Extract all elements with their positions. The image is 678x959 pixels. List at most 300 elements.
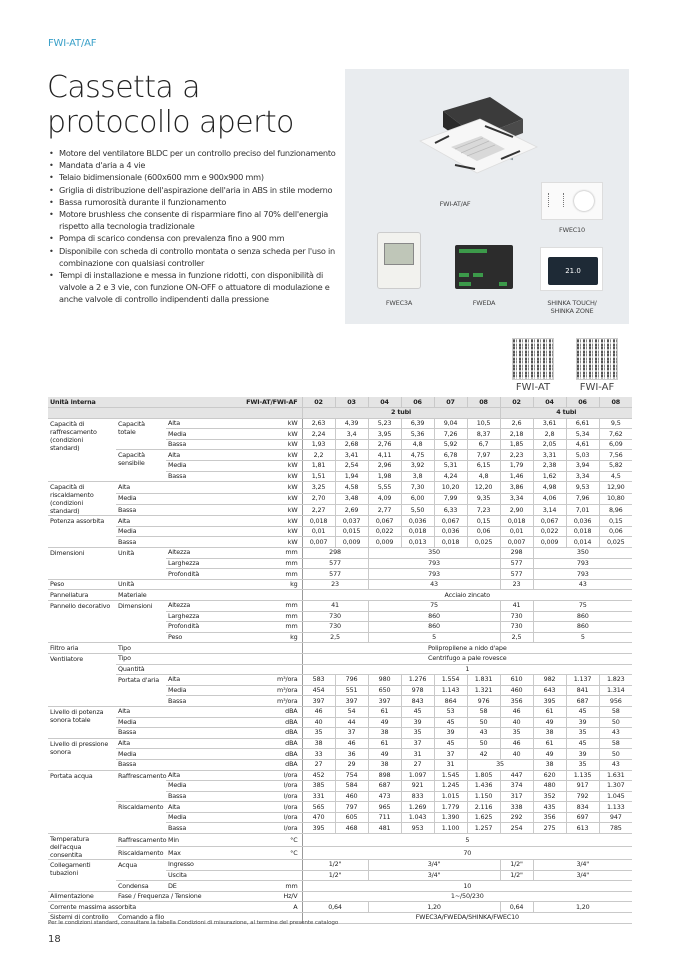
unit-cell: dBA — [272, 728, 302, 739]
level-label: Alta — [116, 706, 272, 717]
row-label-cooling: Capacità di raffrescamento (condizioni standard) — [48, 418, 116, 482]
value-cell: 1.276 — [401, 675, 434, 686]
feature-list — [48, 147, 348, 306]
value-cell: 583 — [302, 675, 335, 686]
value-cell: 898 — [368, 770, 401, 781]
value-cell: 0,64 — [302, 902, 368, 913]
value-cell: 3,31 — [533, 450, 566, 461]
value-cell: 0,009 — [335, 537, 368, 548]
value-cell: 711 — [368, 812, 401, 823]
value-cell: 2,6 — [500, 418, 533, 429]
value-cell: 1.097 — [401, 770, 434, 781]
table-row — [48, 706, 632, 717]
value-cell: 40 — [500, 717, 533, 728]
value-cell: 397 — [368, 696, 401, 707]
unit-cell: kW — [272, 526, 302, 537]
value-cell: 61 — [368, 706, 401, 717]
value-cell: 31 — [434, 759, 467, 770]
value-cell: 356 — [500, 696, 533, 707]
value-cell: 1,51 — [302, 471, 335, 482]
unit-cell: kW — [272, 450, 302, 461]
value-cell: 3,8 — [401, 471, 434, 482]
value-cell: 0,06 — [599, 526, 632, 537]
value-cell: 1.137 — [566, 675, 599, 686]
unit-cell: kW — [272, 471, 302, 482]
value-cell: 70 — [302, 847, 632, 860]
value-cell: 4,39 — [335, 418, 368, 429]
value-cell: 577 — [500, 569, 533, 580]
value-cell: 1.143 — [434, 685, 467, 696]
value-cell: 976 — [467, 696, 500, 707]
row-label-filter: Filtro aria — [48, 643, 116, 654]
value-cell: 3,34 — [500, 493, 533, 504]
value-cell: 61 — [368, 738, 401, 749]
table-row — [48, 749, 632, 760]
value-cell: 27 — [401, 759, 434, 770]
sub-label: Unità — [116, 579, 272, 590]
level-label: Bassa — [116, 537, 272, 548]
qr-label-fwi-at: FWI-AT — [515, 382, 551, 393]
value-cell: 843 — [401, 696, 434, 707]
feature-item: • Motore del ventilatore BLDC per un controllo preciso del funzionamento — [48, 147, 348, 159]
row-label-water-temp: Temperatura dell'acqua consentita — [48, 834, 116, 860]
level-label: Media — [166, 429, 272, 440]
model-header: 07 — [434, 397, 467, 408]
value-cell: 49 — [368, 749, 401, 760]
level-label: Bassa — [116, 759, 272, 770]
feature-item: • Mandata d'aria a 4 vie — [48, 159, 348, 171]
value-cell: 58 — [599, 706, 632, 717]
value-cell: 577 — [302, 558, 368, 569]
table-row — [48, 493, 632, 504]
table-row — [48, 516, 632, 527]
unit-cell — [272, 653, 302, 664]
unit-cell: l/ora — [272, 823, 302, 834]
sub-label: Capacità totale — [116, 418, 166, 450]
value-cell: 730 — [500, 611, 533, 622]
value-cell: 395 — [302, 823, 335, 834]
header-blank — [48, 408, 302, 419]
level-label: Profondità — [166, 622, 272, 633]
value-cell: 36 — [335, 749, 368, 760]
value-cell: 452 — [302, 770, 335, 781]
value-cell: 2,77 — [368, 504, 401, 515]
value-cell: 1,81 — [302, 461, 335, 472]
value-cell: 730 — [302, 611, 368, 622]
value-cell: 481 — [368, 823, 401, 834]
value-cell: 4,8 — [401, 439, 434, 450]
value-cell: 1.321 — [467, 685, 500, 696]
value-cell: 0,013 — [401, 537, 434, 548]
level-label: DE — [166, 881, 272, 892]
value-cell: 37 — [335, 728, 368, 739]
level-label: Bassa — [166, 696, 272, 707]
level-label: Alta — [116, 516, 272, 527]
value-cell: 792 — [566, 791, 599, 802]
level-label: Media — [116, 749, 272, 760]
value-cell: 643 — [533, 685, 566, 696]
table-row — [48, 590, 632, 601]
value-cell: 45 — [401, 706, 434, 717]
value-cell: 565 — [302, 802, 335, 813]
value-cell: 584 — [335, 781, 368, 792]
value-cell: 2,23 — [500, 450, 533, 461]
table-row — [48, 643, 632, 654]
value-cell: 10,5 — [467, 418, 500, 429]
unit-cell: °C — [272, 847, 302, 860]
value-cell: 833 — [401, 791, 434, 802]
specifications-table — [48, 397, 632, 924]
unit-cell: kW — [272, 516, 302, 527]
value-cell: 2,27 — [302, 504, 335, 515]
value-cell: FWEC3A/FWEDA/SHINKA/FWEC10 — [302, 913, 632, 924]
value-cell: 39 — [566, 749, 599, 760]
value-cell: 0,037 — [335, 516, 368, 527]
unit-cell: mm — [272, 548, 302, 559]
value-cell: 796 — [335, 675, 368, 686]
value-cell: 2,8 — [533, 429, 566, 440]
value-cell: 43 — [599, 728, 632, 739]
value-cell: 29 — [335, 759, 368, 770]
value-cell: 577 — [302, 569, 368, 580]
product-photo-panel — [345, 69, 629, 324]
value-cell: 298 — [302, 548, 368, 559]
value-cell: 1.133 — [599, 802, 632, 813]
value-cell: 1,20 — [368, 902, 500, 913]
value-cell: 31 — [401, 749, 434, 760]
value-cell: 50 — [467, 717, 500, 728]
value-cell: 5,31 — [434, 461, 467, 472]
photo-label-shinka: SHINKA TOUCH/ SHINKA ZONE — [547, 299, 597, 315]
unit-cell — [272, 664, 302, 675]
value-cell: 470 — [302, 812, 335, 823]
row-label-decorative-panel: Pannello decorativo — [48, 601, 116, 643]
value-cell: 0,01 — [302, 526, 335, 537]
unit-cell: dBA — [272, 759, 302, 770]
value-cell: 40 — [302, 717, 335, 728]
value-cell: 1 — [302, 664, 632, 675]
value-cell: 43 — [368, 579, 500, 590]
value-cell: 1.045 — [599, 791, 632, 802]
unit-cell: l/ora — [272, 770, 302, 781]
unit-cell: kW — [272, 461, 302, 472]
value-cell: 0,036 — [401, 516, 434, 527]
level-label: Media — [116, 493, 272, 504]
unit-cell — [272, 643, 302, 654]
value-cell: 35 — [500, 728, 533, 739]
photo-label-fwec3a: FWEC3A — [385, 299, 413, 307]
model-header: 04 — [533, 397, 566, 408]
row-label-sound-power: Livello di potenza sonora totale — [48, 706, 116, 738]
value-cell: 468 — [335, 823, 368, 834]
row-label-weight: Peso — [48, 579, 116, 590]
value-cell: 23 — [500, 579, 533, 590]
value-cell: 338 — [500, 802, 533, 813]
sub-label: Riscaldamento — [116, 802, 166, 834]
level-label: Larghezza — [166, 558, 272, 569]
value-cell: 6,33 — [434, 504, 467, 515]
value-cell: 4,09 — [368, 493, 401, 504]
value-cell: 460 — [335, 791, 368, 802]
table-row — [48, 847, 632, 860]
value-cell: 350 — [368, 548, 500, 559]
value-cell: 1.436 — [467, 781, 500, 792]
level-label: Profondità — [166, 569, 272, 580]
level-label: Alta — [116, 738, 272, 749]
value-cell: 42 — [467, 749, 500, 760]
value-cell: 797 — [335, 802, 368, 813]
value-cell: 50 — [467, 738, 500, 749]
value-cell: 33 — [302, 749, 335, 760]
value-cell: 3,61 — [533, 418, 566, 429]
value-cell: 1,46 — [500, 471, 533, 482]
value-cell: 0,025 — [599, 537, 632, 548]
value-cell: 1/2" — [500, 860, 533, 871]
value-cell: 3/4" — [533, 870, 632, 881]
value-cell: 356 — [533, 812, 566, 823]
value-cell: 6,7 — [467, 439, 500, 450]
model-header: 08 — [599, 397, 632, 408]
value-cell: 9,5 — [599, 418, 632, 429]
value-cell: 298 — [500, 548, 533, 559]
value-cell: 44 — [335, 717, 368, 728]
value-cell: 917 — [566, 781, 599, 792]
feature-item: • Pompa di scarico condensa con prevalenza fino a 900 mm — [48, 232, 348, 244]
value-cell: 5,55 — [368, 482, 401, 493]
title-line-2: protocollo aperto — [47, 105, 294, 140]
row-label-sound-pressure: Livello di pressione sonora — [48, 738, 116, 770]
unit-cell: A — [272, 902, 302, 913]
unit-cell: l/ora — [272, 802, 302, 813]
unit-cell — [272, 870, 302, 881]
value-cell: 793 — [368, 558, 500, 569]
value-cell: 3/4" — [533, 860, 632, 871]
table-row — [48, 860, 632, 871]
value-cell: 864 — [434, 696, 467, 707]
value-cell: 43 — [599, 759, 632, 770]
sub-label: Acqua — [116, 860, 166, 881]
value-cell: 4,06 — [533, 493, 566, 504]
value-cell: 2,24 — [302, 429, 335, 440]
value-cell: 3,95 — [368, 429, 401, 440]
unit-cell: kg — [272, 579, 302, 590]
value-cell: 4,5 — [599, 471, 632, 482]
table-row — [48, 408, 632, 419]
level-label: Media — [166, 812, 272, 823]
value-cell: 978 — [401, 685, 434, 696]
value-cell: 7,23 — [467, 504, 500, 515]
value-cell: 605 — [335, 812, 368, 823]
table-row — [48, 537, 632, 548]
row-label-power-supply: Alimentazione — [48, 891, 116, 902]
value-cell: 75 — [368, 601, 500, 612]
level-label: Alta — [166, 450, 272, 461]
value-cell: 7,97 — [467, 450, 500, 461]
unit-cell: m³/ora — [272, 685, 302, 696]
fweda-image — [455, 245, 513, 289]
unit-cell: l/ora — [272, 781, 302, 792]
value-cell: 6,39 — [401, 418, 434, 429]
table-row — [48, 579, 632, 590]
group-2-tubi: 2 tubi — [302, 408, 500, 419]
value-cell: 730 — [500, 622, 533, 633]
table-row — [48, 397, 632, 408]
value-cell: 292 — [500, 812, 533, 823]
value-cell: 473 — [368, 791, 401, 802]
value-cell: 0,15 — [599, 516, 632, 527]
level-label: Larghezza — [166, 611, 272, 622]
table-row — [48, 664, 632, 675]
table-row — [48, 675, 632, 686]
value-cell: 37 — [401, 738, 434, 749]
sub-label: Fase / Frequenza / Tensione — [116, 891, 272, 902]
value-cell: 331 — [302, 791, 335, 802]
value-cell: 61 — [533, 706, 566, 717]
value-cell: 58 — [467, 706, 500, 717]
row-label-water-flow: Portata acqua — [48, 770, 116, 834]
shinka-image — [540, 247, 603, 291]
table-row — [48, 653, 632, 664]
value-cell: 793 — [368, 569, 500, 580]
value-cell: 38 — [368, 728, 401, 739]
value-cell: 1.554 — [434, 675, 467, 686]
value-cell: 41 — [302, 601, 368, 612]
value-cell: 9,53 — [566, 482, 599, 493]
value-cell: 0,007 — [500, 537, 533, 548]
row-label-panel: Pannellatura — [48, 590, 116, 601]
value-cell: 4,24 — [434, 471, 467, 482]
value-cell: 27 — [302, 759, 335, 770]
unit-cell: kW — [272, 537, 302, 548]
qr-code-fwi-af[interactable] — [576, 338, 618, 380]
value-cell: 0,018 — [401, 526, 434, 537]
value-cell: 6,78 — [434, 450, 467, 461]
sub-label: Capacità sensibile — [116, 450, 166, 482]
model-header: 02 — [500, 397, 533, 408]
value-cell: 2,90 — [500, 504, 533, 515]
value-cell: 275 — [533, 823, 566, 834]
value-cell: 10,80 — [599, 493, 632, 504]
model-header: 06 — [566, 397, 599, 408]
value-cell: 860 — [368, 622, 500, 633]
value-cell: 397 — [302, 696, 335, 707]
value-cell: 447 — [500, 770, 533, 781]
value-cell: 0,009 — [533, 537, 566, 548]
value-cell: 3,34 — [566, 471, 599, 482]
value-cell: 435 — [533, 802, 566, 813]
value-cell: 0,022 — [533, 526, 566, 537]
table-row — [48, 717, 632, 728]
value-cell: 397 — [335, 696, 368, 707]
value-cell: 2,70 — [302, 493, 335, 504]
value-cell: 982 — [533, 675, 566, 686]
value-cell: 1,98 — [368, 471, 401, 482]
value-cell: 620 — [533, 770, 566, 781]
table-row — [48, 770, 632, 781]
unit-cell: kW — [272, 493, 302, 504]
value-cell: 1/2" — [302, 870, 368, 881]
qr-code-fwi-at[interactable] — [512, 338, 554, 380]
photo-label-unit: FWI-AT/AF — [439, 200, 471, 208]
table-row — [48, 482, 632, 493]
unit-cell: mm — [272, 569, 302, 580]
value-cell: 7,96 — [566, 493, 599, 504]
footnote: Per le condizioni standard, consultare la tabella Condizioni di misurazione, al termine del presente catalogo — [48, 920, 339, 926]
value-cell: 965 — [368, 802, 401, 813]
value-cell: 1.245 — [434, 781, 467, 792]
value-cell: 43 — [467, 728, 500, 739]
value-cell: 0,018 — [566, 526, 599, 537]
model-header: 08 — [467, 397, 500, 408]
value-cell: 1,93 — [302, 439, 335, 450]
value-cell: 7,01 — [566, 504, 599, 515]
value-cell: 35 — [302, 728, 335, 739]
value-cell: 10,20 — [434, 482, 467, 493]
value-cell: 0,036 — [434, 526, 467, 537]
value-cell: 3,94 — [566, 461, 599, 472]
value-cell: 46 — [500, 706, 533, 717]
value-cell: 6,09 — [599, 439, 632, 450]
value-cell: 45 — [566, 738, 599, 749]
value-cell: 5 — [533, 632, 632, 643]
feature-item: • Telaio bidimensionale (600x600 mm e 900x900 mm) — [48, 171, 348, 183]
value-cell: 4,98 — [533, 482, 566, 493]
value-cell: 6,15 — [467, 461, 500, 472]
table-row — [48, 728, 632, 739]
value-cell: 687 — [368, 781, 401, 792]
value-cell: 754 — [335, 770, 368, 781]
value-cell: 50 — [599, 717, 632, 728]
value-cell: 1.257 — [467, 823, 500, 834]
value-cell: 2,54 — [335, 461, 368, 472]
value-cell: 0,64 — [500, 902, 533, 913]
value-cell: 5,50 — [401, 504, 434, 515]
value-cell: 10 — [302, 881, 632, 892]
value-cell: 480 — [533, 781, 566, 792]
value-cell: 4,11 — [368, 450, 401, 461]
sub-label: Condensa — [116, 881, 166, 892]
fwec10-image — [541, 182, 603, 220]
level-label: Altezza — [166, 548, 272, 559]
level-label: Media — [166, 461, 272, 472]
group-4-tubi: 4 tubi — [500, 408, 632, 419]
value-cell: 352 — [533, 791, 566, 802]
value-cell: 75 — [533, 601, 632, 612]
value-cell: 50 — [599, 749, 632, 760]
value-cell: 577 — [500, 558, 533, 569]
value-cell: 2,05 — [533, 439, 566, 450]
value-cell: 980 — [368, 675, 401, 686]
value-cell: 953 — [401, 823, 434, 834]
value-cell: 53 — [434, 706, 467, 717]
unit-cell: kW — [272, 429, 302, 440]
value-cell: 0,009 — [368, 537, 401, 548]
value-cell: 5,36 — [401, 429, 434, 440]
value-cell: 0,036 — [566, 516, 599, 527]
unit-cell: l/ora — [272, 791, 302, 802]
value-cell: 12,20 — [467, 482, 500, 493]
row-label-heat: Capacità di riscaldamento (condizioni standard) — [48, 482, 116, 516]
photo-label-fwec10: FWEC10 — [559, 226, 585, 234]
value-cell: 454 — [302, 685, 335, 696]
sub-label: Portata d'aria — [116, 675, 166, 707]
value-cell: 2,63 — [302, 418, 335, 429]
level-label: Min — [166, 834, 272, 847]
value-cell: 1.823 — [599, 675, 632, 686]
feature-item: • Bassa rumorosità durante il funzionamento — [48, 196, 348, 208]
sub-label: Quantità — [116, 664, 272, 675]
unit-cell: kW — [272, 482, 302, 493]
